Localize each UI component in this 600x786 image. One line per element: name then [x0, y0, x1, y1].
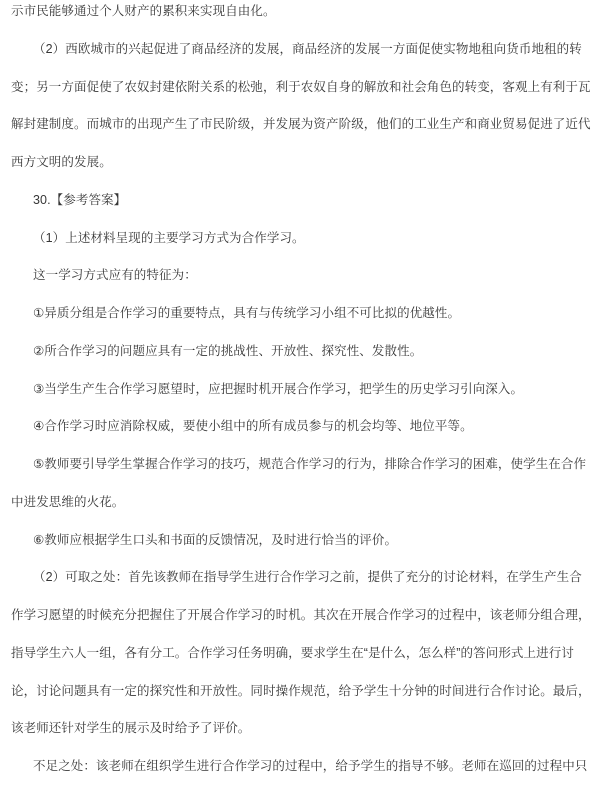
- text-line: 这一学习方式应有的特征为：: [33, 268, 197, 283]
- text-line: 该老师还针对学生的展示及时给予了评价。: [11, 721, 251, 736]
- text-line: 西方文明的发展。: [11, 155, 112, 169]
- text-line: ④合作学习时应消除权威，要使小组中的所有成员参与的机会均等、地位平等。: [33, 419, 473, 434]
- text-line: 变；另一方面促使了农奴封建依附关系的松弛，利于农奴自身的解放和社会角色的转变，客观上有利于瓦: [11, 79, 591, 94]
- document-page: [11, 0, 600, 786]
- text-line: （1）上述材料呈现的主要学习方式为合作学习。: [33, 230, 305, 245]
- text-line: 中进发思维的火花。: [11, 494, 125, 509]
- text-line: ②所合作学习的问题应具有一定的挑战性、开放性、探究性、发散性。: [33, 343, 423, 358]
- text-line: ⑥教师应根据学生口头和书面的反馈情况，及时进行恰当的评价。: [33, 532, 398, 547]
- text-line: 不足之处：该老师在组织学生进行合作学习的过程中，给予学生的指导不够。老师在巡回的过程中只: [33, 759, 588, 773]
- text-line: 示市民能够通过个人财产的累积来实现自由化。: [11, 4, 276, 18]
- answer-30-heading: 30.【参考答案】: [33, 192, 127, 207]
- text-line: （2）可取之处：首先该教师在指导学生进行合作学习之前，提供了充分的讨论材料，在学生产生合: [33, 570, 582, 585]
- text-line: （2）西欧城市的兴起促进了商品经济的发展，商品经济的发展一方面促使实物地租向货币地租的转: [33, 41, 582, 56]
- text-line: ①异质分组是合作学习的重要特点，具有与传统学习小组不可比拟的优越性。: [33, 306, 461, 320]
- text-line: ③当学生产生合作学习愿望时，应把握时机开展合作学习，把学生的历史学习引向深入。: [33, 381, 524, 396]
- text-line: 指导学生六人一组，各有分工。合作学习任务明确，要求学生在“是什么，怎么样”的答问形式上进行讨: [11, 645, 574, 660]
- text-line: 论，讨论问题具有一定的探究性和开放性。同时操作规范，给予学生十分钟的时间进行合作讨论。最后，: [11, 683, 591, 698]
- text-line: 解封建制度。而城市的出现产生了市民阶级，并发展为资产阶级，他们的工业生产和商业贸易促进了近代: [11, 117, 591, 132]
- text-line: ⑤教师要引导学生掌握合作学习的技巧，规范合作学习的行为，排除合作学习的困难，使学生在合作: [33, 457, 587, 471]
- text-line: 作学习愿望的时候充分把握住了开展合作学习的时机。其次在开展合作学习的过程中，该老师分组合理，: [11, 608, 591, 622]
